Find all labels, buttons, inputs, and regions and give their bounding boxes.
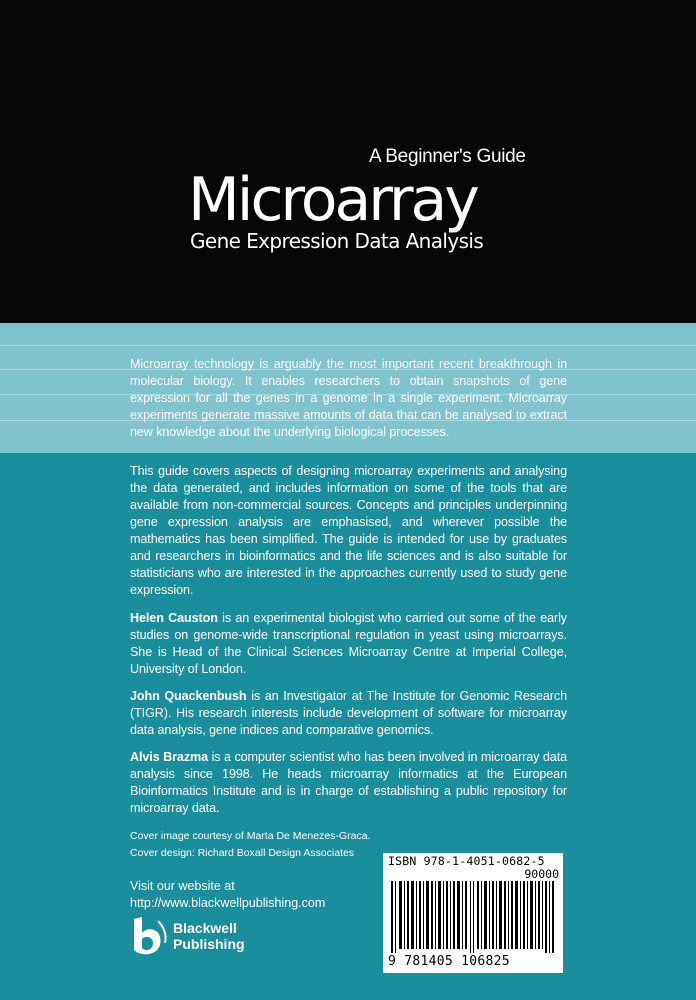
blackwell-b-icon <box>131 917 168 957</box>
isbn-number: ISBN 978-1-4051-0682-5 <box>388 854 545 868</box>
book-subtitle: Gene Expression Data Analysis <box>190 229 484 253</box>
website-url[interactable]: http://www.blackwellpublishing.com <box>130 896 326 910</box>
author-bio <box>130 688 567 739</box>
barcode-graphic <box>389 881 557 953</box>
author-name: John Quackenbush <box>130 689 247 703</box>
title-band <box>0 0 696 323</box>
author-name: Helen Causton <box>130 611 218 625</box>
author-bio <box>130 749 567 817</box>
author-bios <box>130 610 567 827</box>
website-label: Visit our website at <box>130 879 235 893</box>
price-code: 90000 <box>524 867 559 881</box>
website-block <box>130 878 325 912</box>
author-bio-text: is an experimental biologist who carried out some of the early studies on genome-wide transcriptional regulation in yeast using microarrays. She is Head of the Clinical Sciences Microarray Centre at Imperial College, University of London. <box>130 611 567 676</box>
cover-credits <box>130 828 370 862</box>
intro-paragraph: Microarray technology is arguably the most important recent breakthrough in molecular biology. It enables researchers to obtain snapshots of gene expression for all the genes in a genome in a single experiment. Microarray experiments generate massive amounts of data that can be analysed to extract new knowledge about the underlying biological processes. <box>130 357 567 439</box>
book-title: Microarray <box>188 165 477 235</box>
author-name: Alvis Brazma <box>130 750 209 764</box>
ean-number: 9 781405 106825 <box>388 954 510 969</box>
title-kicker: A Beginner's Guide <box>369 146 526 167</box>
cover-design-credit: Cover design: Richard Boxall Design Associates <box>130 847 355 859</box>
isbn-barcode-box <box>383 853 563 973</box>
publisher-name: Blackwell Publishing <box>173 920 245 952</box>
author-bio-text: is a computer scientist who has been involved in microarray data analysis since 1998. He heads microarray informatics at the European Bioinformatics Institute and is in charge of establishing a public repository for microarray data. <box>130 750 568 815</box>
author-bio-text: is an Investigator at The Institute for Genomic Research (TIGR). His research interests include development of software for microarray data analysis, gene indices and comparative genomics. <box>130 689 567 737</box>
stripe-line <box>0 345 696 346</box>
publisher-logo <box>131 917 251 957</box>
cover-image-credit: Cover image courtesy of Marta De Menezes-Graca. <box>130 830 371 842</box>
author-bio <box>130 610 567 678</box>
guide-paragraph: This guide covers aspects of designing microarray experiments and analysing the data generated, and includes information on some of the tools that are available from non-commercial sources. Concepts and principles underpinning gene expression analysis are emphasised, and wherever possible the mathematics has been simplified. The guide is intended for use by graduates and researchers in bioinformatics and the life sciences and is also suitable for statisticians who are interested in the approaches currently used to study gene expression. <box>130 464 567 597</box>
